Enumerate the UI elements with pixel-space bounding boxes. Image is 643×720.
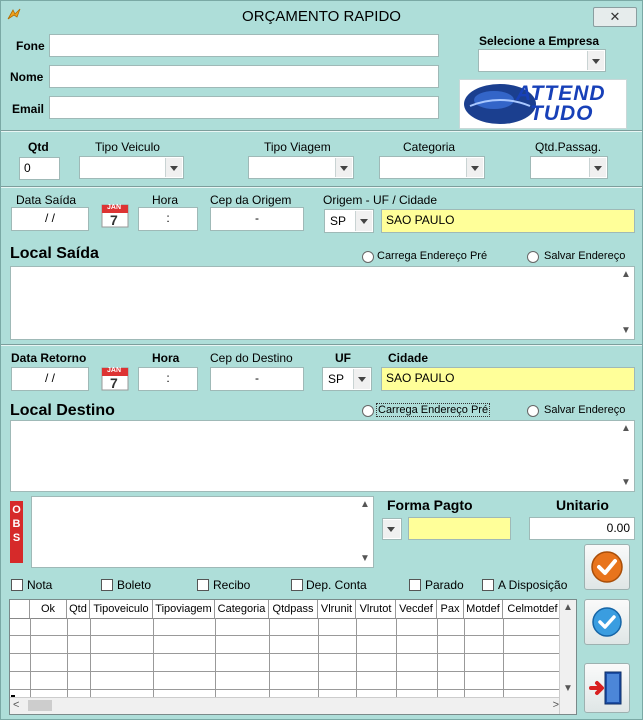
grid-column-line xyxy=(30,618,31,698)
scroll-up-icon[interactable]: ▲ xyxy=(360,499,370,510)
vertical-scrollbar[interactable] xyxy=(357,497,373,567)
data-saida-label: Data Saída xyxy=(16,193,77,207)
tipo-viagem-select[interactable] xyxy=(248,156,354,179)
cep-destino-label: Cep do Destino xyxy=(210,351,293,365)
salvar-endereco-radio[interactable] xyxy=(527,251,539,263)
hora-saida-label: Hora xyxy=(152,193,179,207)
carrega-endereco-destino-radio[interactable] xyxy=(362,405,374,417)
calendar-month: JAN xyxy=(107,367,122,374)
origem-cidade-input[interactable]: SAO PAULO xyxy=(381,209,635,233)
carrega-endereco-label: Carrega Endereço Pré xyxy=(377,250,488,262)
recibo-label: Recibo xyxy=(213,578,251,592)
local-destino-heading: Local Destino xyxy=(10,402,115,419)
scroll-down-icon[interactable]: ▼ xyxy=(563,683,573,694)
boleto-label: Boleto xyxy=(117,578,152,592)
local-saida-heading: Local Saída xyxy=(10,245,99,262)
table-row[interactable] xyxy=(10,636,562,654)
chevron-down-icon xyxy=(383,520,400,538)
calendar-day: 7 xyxy=(110,212,118,228)
email-label: Email xyxy=(12,102,45,116)
hora-saida-input[interactable]: : xyxy=(138,207,198,231)
grid-header-cell[interactable]: Categoria xyxy=(215,600,269,618)
scroll-down-icon[interactable]: ▼ xyxy=(621,477,631,488)
grid-header-cell[interactable]: Pax xyxy=(437,600,464,618)
vertical-scrollbar[interactable] xyxy=(618,421,634,491)
cidade-label: Cidade xyxy=(388,351,429,365)
tipo-viagem-label: Tipo Viagem xyxy=(264,140,331,154)
scroll-right-icon[interactable]: > xyxy=(552,699,559,711)
forma-pagto-input[interactable] xyxy=(408,517,511,540)
calendar-day: 7 xyxy=(110,375,118,391)
dep-conta-checkbox[interactable] xyxy=(291,579,303,591)
local-saida-textarea[interactable] xyxy=(10,266,635,340)
destino-cidade-input[interactable]: SAO PAULO xyxy=(381,367,635,391)
parado-label: Parado xyxy=(425,578,464,592)
destino-uf-value: SP xyxy=(328,372,345,386)
ok-button[interactable] xyxy=(584,599,630,645)
close-button[interactable]: ✕ xyxy=(593,7,637,27)
obs-tag xyxy=(10,501,23,563)
table-row[interactable] xyxy=(10,618,562,636)
grid-column-line xyxy=(67,618,68,698)
chevron-down-icon xyxy=(589,158,606,177)
exit-button[interactable] xyxy=(584,663,630,713)
hora-retorno-label: Hora xyxy=(152,351,180,365)
chevron-down-icon xyxy=(165,158,182,177)
table-row[interactable] xyxy=(10,672,562,690)
table-row[interactable] xyxy=(10,654,562,672)
carrega-endereco-radio[interactable] xyxy=(362,251,374,263)
cep-destino-input[interactable]: - xyxy=(210,367,304,391)
nome-input[interactable] xyxy=(49,65,439,88)
boleto-checkbox[interactable] xyxy=(101,579,113,591)
divider xyxy=(1,186,642,188)
grid-column-line xyxy=(503,618,504,698)
uf-label: UF xyxy=(335,351,351,365)
calendar-icon[interactable] xyxy=(101,204,129,228)
grid-header-cell[interactable]: Vlrunit xyxy=(318,600,356,618)
salvar-endereco-destino-radio[interactable] xyxy=(527,405,539,417)
grid-column-line xyxy=(269,618,270,698)
company-logo xyxy=(459,79,627,129)
grid-column-line xyxy=(464,618,465,698)
grid-header-cell[interactable]: Celmotdef xyxy=(507,603,558,615)
scroll-down-icon[interactable]: ▼ xyxy=(360,553,370,564)
grid-header-cell[interactable]: Qtdpass xyxy=(269,600,318,618)
chevron-down-icon xyxy=(587,51,604,70)
grid-column-line xyxy=(318,618,319,698)
title-bar xyxy=(1,1,642,31)
horizontal-scrollbar[interactable] xyxy=(10,697,562,714)
a-disposicao-label: A Disposição xyxy=(498,578,568,592)
salvar-endereco-label: Salvar Endereço xyxy=(544,250,626,262)
scroll-left-icon[interactable]: < xyxy=(13,699,20,711)
grid-header-cell[interactable]: Tipoveiculo xyxy=(90,600,153,618)
nota-checkbox[interactable] xyxy=(11,579,23,591)
hora-retorno-input[interactable]: : xyxy=(138,367,198,391)
grid-vertical-scrollbar[interactable] xyxy=(559,600,576,714)
nome-label: Nome xyxy=(10,70,44,84)
empresa-label: Selecione a Empresa xyxy=(479,34,600,48)
empresa-select[interactable] xyxy=(478,49,606,72)
grid-header-cell xyxy=(10,600,30,618)
categoria-label: Categoria xyxy=(403,140,456,154)
grid-header-cell[interactable]: Motdef xyxy=(464,600,503,618)
categoria-select[interactable] xyxy=(379,156,485,179)
grid-column-line xyxy=(396,618,397,698)
cep-origem-input[interactable]: - xyxy=(210,207,304,231)
obs-letter: B xyxy=(12,518,21,530)
grid-header-cell[interactable]: Vlrutot xyxy=(356,600,396,618)
email-input[interactable] xyxy=(49,96,439,119)
qtd-input[interactable]: 0 xyxy=(19,157,60,180)
scroll-up-icon[interactable]: ▲ xyxy=(621,423,631,434)
unitario-label: Unitario xyxy=(556,497,609,513)
obs-textarea[interactable] xyxy=(31,496,374,568)
parado-checkbox[interactable] xyxy=(409,579,421,591)
origem-label: Origem - UF / Cidade xyxy=(323,193,438,207)
origem-uf-select[interactable] xyxy=(324,209,374,233)
exit-door-icon xyxy=(585,664,629,712)
orange-check-icon xyxy=(585,545,629,589)
scroll-down-icon[interactable]: ▼ xyxy=(621,325,631,336)
window-title: ORÇAMENTO RAPIDO xyxy=(242,8,401,25)
data-retorno-label: Data Retorno xyxy=(11,351,87,365)
grid-header-cell[interactable]: Tipoviagem xyxy=(153,600,215,618)
chevron-down-icon xyxy=(355,211,372,231)
data-saida-input[interactable]: / / xyxy=(11,207,89,231)
quote-grid[interactable] xyxy=(9,599,577,715)
scroll-thumb[interactable] xyxy=(28,700,52,711)
destino-uf-select[interactable] xyxy=(322,367,372,391)
scroll-up-icon[interactable]: ▲ xyxy=(621,269,631,280)
grid-column-line xyxy=(356,618,357,698)
logo-text-bottom: TUDO xyxy=(530,102,594,125)
scroll-up-icon[interactable]: ▲ xyxy=(563,602,573,613)
grid-header-cell[interactable]: Vecdef xyxy=(396,600,437,618)
grid-header-cell[interactable]: Ok xyxy=(30,600,67,618)
grid-header xyxy=(10,600,562,619)
nota-label: Nota xyxy=(27,578,53,592)
fone-input[interactable] xyxy=(49,34,439,57)
blue-check-icon xyxy=(585,600,629,644)
grid-column-line xyxy=(90,618,91,698)
divider xyxy=(1,344,642,346)
salvar-endereco-destino-label: Salvar Endereço xyxy=(544,404,626,416)
grid-header-cell[interactable]: Qtd xyxy=(67,600,90,618)
chevron-down-icon xyxy=(335,158,352,177)
calendar-icon[interactable] xyxy=(101,367,129,391)
qtd-label: Qtd xyxy=(28,140,49,154)
grid-column-line xyxy=(215,618,216,698)
tipo-veiculo-select[interactable] xyxy=(79,156,184,179)
forma-pagto-label: Forma Pagto xyxy=(387,497,473,513)
dep-conta-label: Dep. Conta xyxy=(306,578,367,592)
a-disposicao-checkbox[interactable] xyxy=(482,579,494,591)
obs-letter: O xyxy=(12,504,21,516)
calendar-month: JAN xyxy=(107,204,122,211)
local-destino-textarea[interactable] xyxy=(10,420,635,492)
recibo-checkbox[interactable] xyxy=(197,579,209,591)
chevron-down-icon xyxy=(466,158,483,177)
qtd-passag-label: Qtd.Passag. xyxy=(535,140,602,154)
unitario-input[interactable]: 0.00 xyxy=(529,517,635,540)
qtd-passag-select[interactable] xyxy=(530,156,608,179)
tipo-veiculo-label: Tipo Veiculo xyxy=(95,140,160,154)
origem-uf-value: SP xyxy=(330,214,347,228)
vertical-scrollbar[interactable] xyxy=(618,267,634,339)
obs-letter: S xyxy=(12,532,21,544)
logo-text-top: ATTEND xyxy=(516,82,606,105)
forma-pagto-dropdown[interactable] xyxy=(382,518,402,540)
chevron-down-icon xyxy=(353,369,370,389)
data-retorno-input[interactable]: / / xyxy=(11,367,89,391)
cep-origem-label: Cep da Origem xyxy=(210,193,292,207)
fone-label: Fone xyxy=(16,39,45,53)
divider xyxy=(1,130,642,132)
grid-column-line xyxy=(437,618,438,698)
confirm-button[interactable] xyxy=(584,544,630,590)
grid-column-line xyxy=(153,618,154,698)
carrega-endereco-destino-label: Carrega Endereço Pré xyxy=(378,404,489,416)
